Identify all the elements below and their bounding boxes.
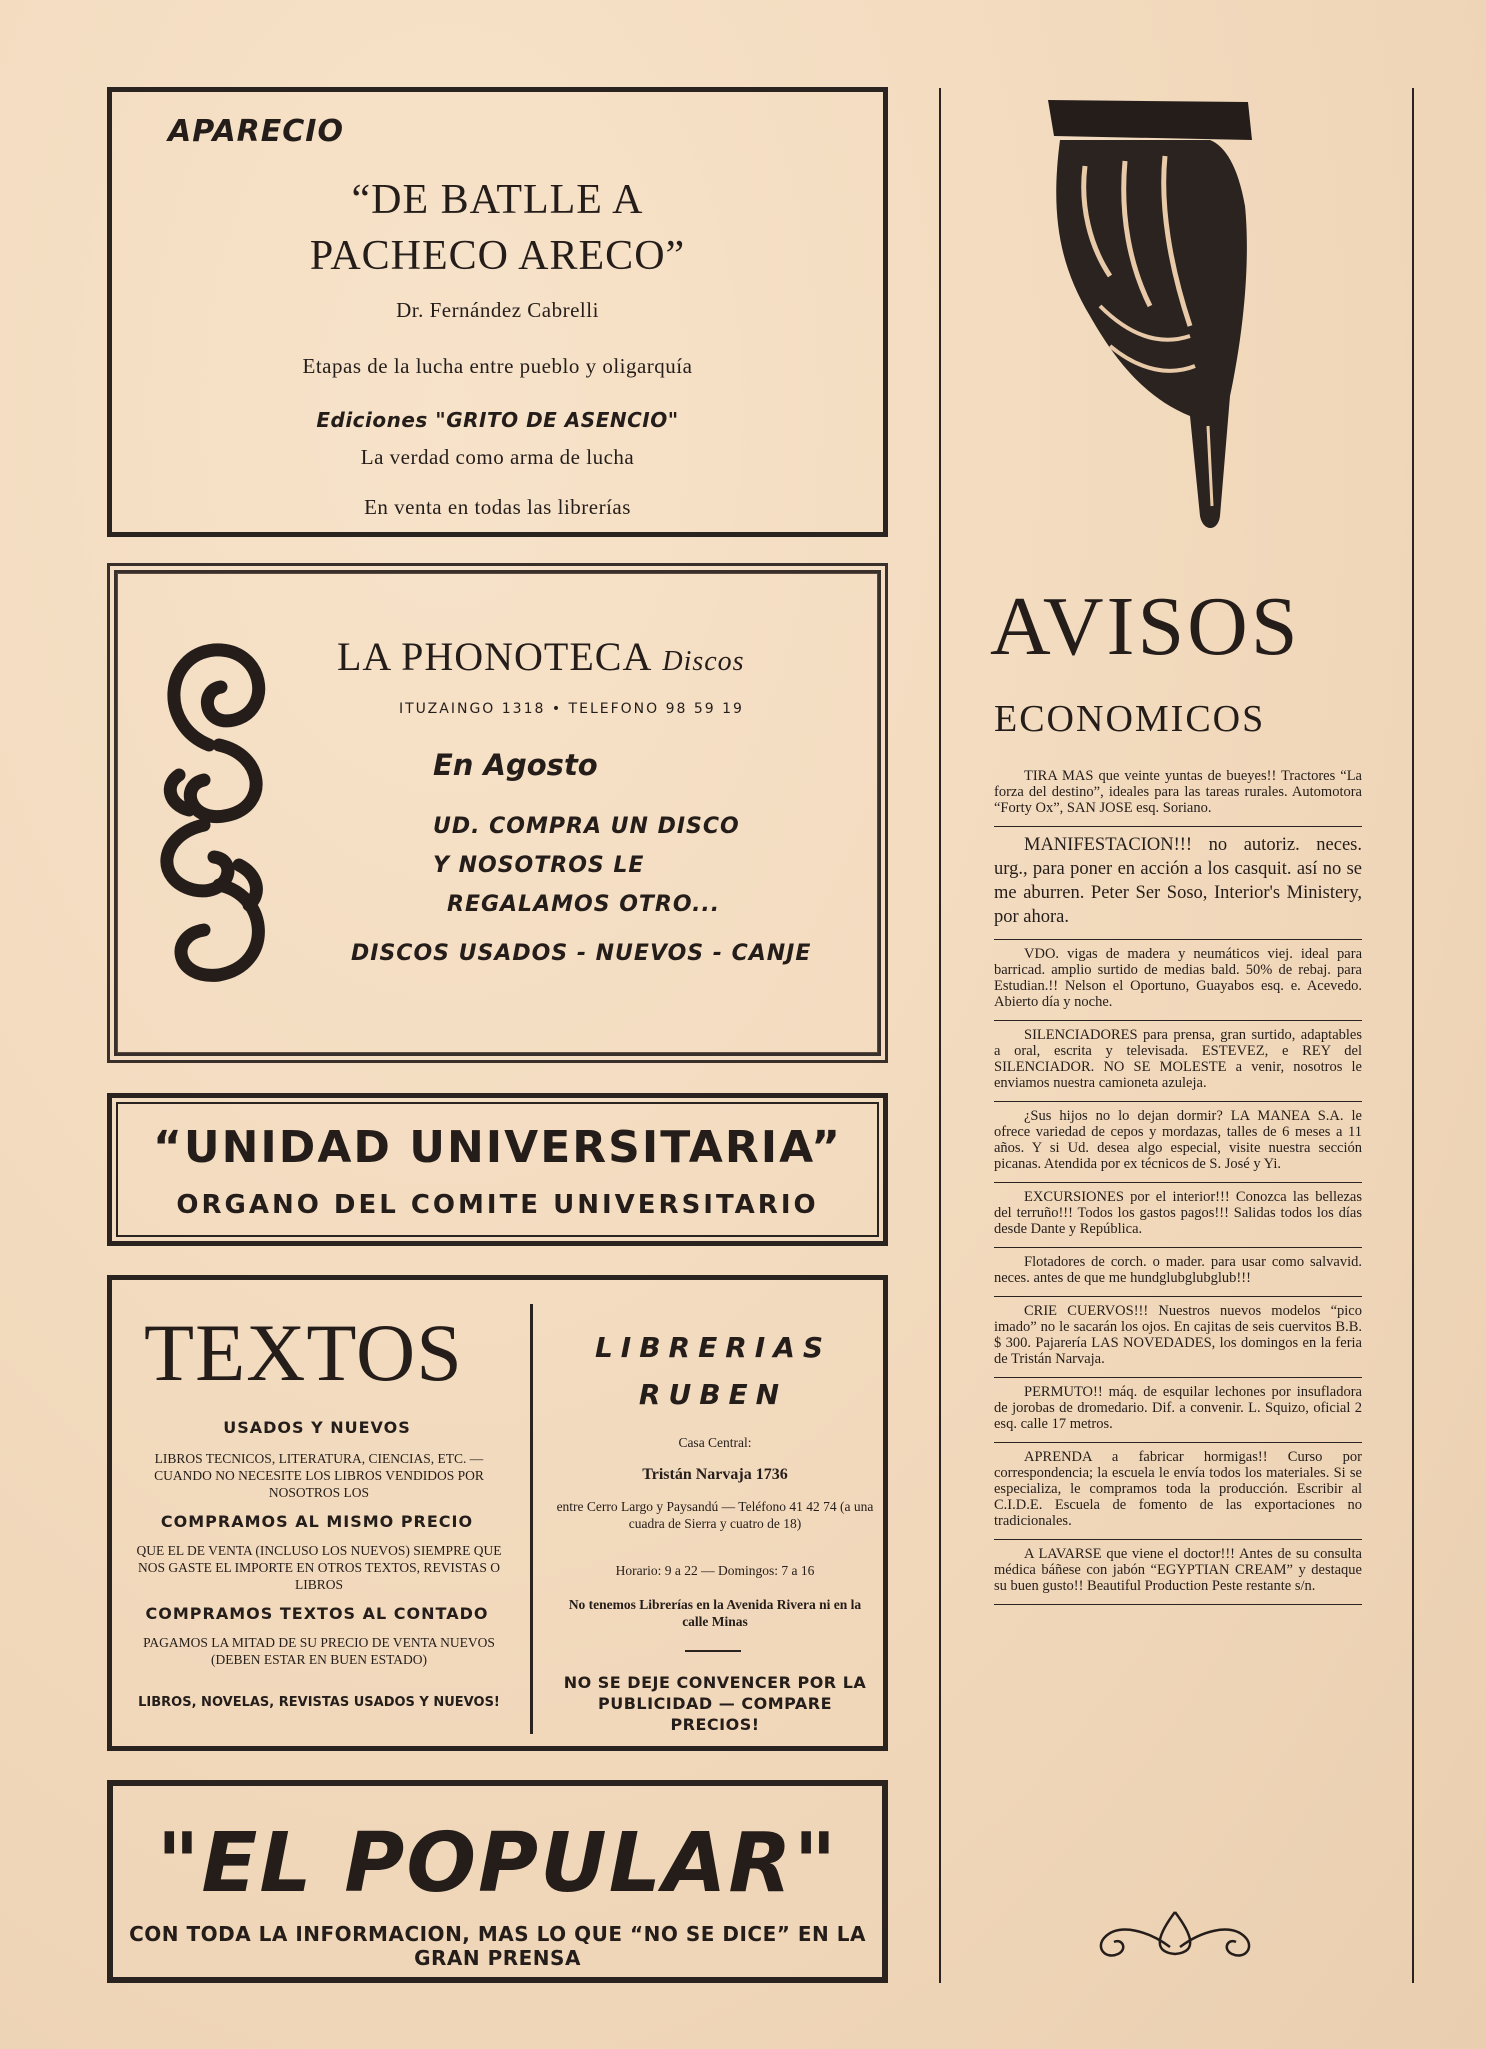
book-subtitle: Etapas de la lucha entre pueblo y oligarquía (302, 354, 693, 378)
store-address: ITUZAINGO 1318 • TELEFONO 98 59 19 (399, 701, 744, 717)
textos-p4: LIBROS, NOVELAS, REVISTAS USADOS Y NUEVOS! (138, 1695, 500, 1710)
store-script: Discos (662, 646, 745, 677)
book-tagline: La verdad como arma de lucha (360, 445, 635, 469)
classified-item: EXCURSIONES por el interior!!! Conozca las bellezas del terruño!!! Todos los gastos pagos!!! Salidas todos los días desde Dante y República. (994, 1183, 1362, 1248)
unidad-title: “UNIDAD UNIVERSITARIA” (152, 1122, 843, 1173)
discs-line: DISCOS USADOS - NUEVOS - CANJE (351, 941, 812, 966)
book-author: Dr. Fernández Cabrelli (396, 298, 599, 322)
el-popular-tagline: CON TODA LA INFORMACION, MAS LO QUE “NO SE DICE” EN LA GRAN PRENSA (129, 1922, 866, 1970)
classifieds-subheading: ECONOMICOS (994, 698, 1266, 740)
classified-item: PERMUTO!! máq. de esquilar lechones por insufladora de jorobas de dromedario. Dif. a convenir. L. Squizo, oficial 2 esq. calle 17 metros. (994, 1378, 1362, 1443)
classified-item: A LAVARSE que viene el doctor!!! Antes de su consulta médica báñese con jabón “EGYPTIAN CREAM” y destaque su buen gusto!! Beautiful Production Peste restante s/n. (994, 1540, 1362, 1605)
ruben-casa: Casa Central: (678, 1435, 752, 1450)
ruben-title-line-2: RUBEN (638, 1378, 788, 1411)
textos-ad (107, 1275, 888, 1751)
book-title-line-2: PACHECO ARECO” (309, 233, 686, 279)
classified-item: APRENDA a fabricar hormigas!! Curso por correspondencia; la escuela le envía todos los materiales. Si se especializa, le compramos toda la producción. Escribir al C.I.D.E. Escuela de fomento de las exportaciones no tradicionales. (994, 1443, 1362, 1540)
pointing-hand-icon (1040, 96, 1290, 536)
classifieds-list (994, 762, 1362, 1605)
classified-item: SILENCIADORES para prensa, gran surtido, adaptables a oral, escrita y televisada. ESTEVEZ, e REY del SILENCIADOR. NO SE MOLESTE a venir, nosotros le enviamos nuestra camioneta azuleja. (994, 1021, 1362, 1102)
promo-offer (433, 807, 740, 924)
column-rule-left (939, 88, 941, 1983)
column-rule-right (1412, 88, 1414, 1983)
promo-month: En Agosto (433, 748, 598, 782)
unidad-ad (107, 1093, 888, 1246)
ruben-rule (685, 1650, 741, 1652)
flourish-ornament-icon (1090, 1902, 1260, 1962)
textos-p3: PAGAMOS LA MITAD DE SU PRECIO DE VENTA NUEVOS (DEBEN ESTAR EN BUEN ESTADO) (143, 1635, 495, 1667)
ruben-note: No tenemos Librerías en la Avenida Rivera ni en la calle Minas (568, 1597, 862, 1629)
ruben-between: entre Cerro Largo y Paysandú — Teléfono 41 42 74 (a una cuadra de Sierra y cuatro de 18) (556, 1499, 874, 1531)
offer-line: REGALAMOS OTRO... (447, 892, 721, 917)
ruben-hours: Horario: 9 a 22 — Domingos: 7 a 16 (615, 1563, 815, 1578)
column-divider (530, 1304, 533, 1734)
ruben-title (538, 1324, 888, 1418)
store-name-text: LA PHONOTECA (337, 634, 653, 679)
classified-item: VDO. vigas de madera y neumáticos viej. ideal para barricad. amplio surtido de medias bald. 50% de rebaj. para Estudian.!! Nelson el Oportuno, Guayabos esq. e. Acevedo. Abierto día y noche. (994, 940, 1362, 1021)
ruben-slogan: NO SE DEJE CONVENCER POR LA PUBLICIDAD — COMPARE PRECIOS! (563, 1673, 867, 1734)
textos-p2: QUE EL DE VENTA (INCLUSO LOS NUEVOS) SIEMPRE QUE NOS GASTE EL IMPORTE EN OTROS TEXTOS, REVISTAS O LIBROS (136, 1543, 502, 1592)
offer-line: Y NOSOTROS LE (433, 853, 645, 878)
ad-label: APARECIO (168, 114, 344, 149)
book-sale: En venta en todas las librerías (364, 495, 631, 519)
textos-used-new: USADOS Y NUEVOS (223, 1418, 411, 1437)
book-edition: Ediciones "GRITO DE ASENCIO" (316, 408, 679, 432)
textos-title: TEXTOS (144, 1307, 463, 1398)
classified-item: Flotadores de corch. o mader. para usar como salvavid. neces. antes de que me hundglubglubglub!!! (994, 1248, 1362, 1297)
book-title-line-1: “DE BATLLE A (351, 177, 644, 223)
ruben-street: Tristán Narvaja 1736 (642, 1466, 788, 1483)
classified-item: ¿Sus hijos no lo dejan dormir? LA MANEA S.A. le ofrece variedad de cepos y mordazas, talles de 6 meses a 11 años. Y si Ud. desea algo especial, visite nuestra sección picanas. Atendida por ex técnicos de S. José y Yi. (994, 1102, 1362, 1183)
classified-item: TIRA MAS que veinte yuntas de bueyes!! Tractores “La forza del destino”, ideales para las tareas rurales. Automotora “Forty Ox”, SAN JOSE esq. Soriano. (994, 762, 1362, 827)
classified-item: MANIFESTACION!!! no autoriz. neces. urg., para poner en acción a los casquit. así no se me aburren. Peter Ser Soso, Interior's Ministery, por ahora. (994, 827, 1362, 940)
ruben-title-line-1: LIBRERIAS (594, 1331, 832, 1364)
textos-h1: COMPRAMOS AL MISMO PRECIO (160, 1512, 474, 1531)
store-name (337, 633, 745, 680)
textos-p1: LIBROS TECNICOS, LITERATURA, CIENCIAS, ETC. — CUANDO NO NECESITE LOS LIBROS VENDIDOS POR NOSOTROS LOS (154, 1451, 484, 1500)
el-popular-ad (107, 1780, 888, 1983)
book-ad (107, 87, 888, 537)
classifieds-heading: AVISOS (990, 580, 1301, 673)
classified-item: CRIE CUERVOS!!! Nuestros nuevos modelos “pico imado” no le sacarán los ojos. En cajitas de seis cuervitos B.B. $ 300. Pajarería LAS NOVEDADES, los domingos en la feria de Tristán Narvaja. (994, 1297, 1362, 1378)
phonoteca-ad (107, 563, 888, 1063)
offer-line: UD. COMPRA UN DISCO (433, 814, 740, 839)
scroll-ornament-icon (149, 635, 279, 995)
el-popular-title: "EL POPULAR" (156, 1816, 839, 1911)
book-title (112, 172, 883, 284)
unidad-subtitle: ORGANO DEL COMITE UNIVERSITARIO (176, 1190, 819, 1220)
textos-h2: COMPRAMOS TEXTOS AL CONTADO (145, 1604, 489, 1623)
